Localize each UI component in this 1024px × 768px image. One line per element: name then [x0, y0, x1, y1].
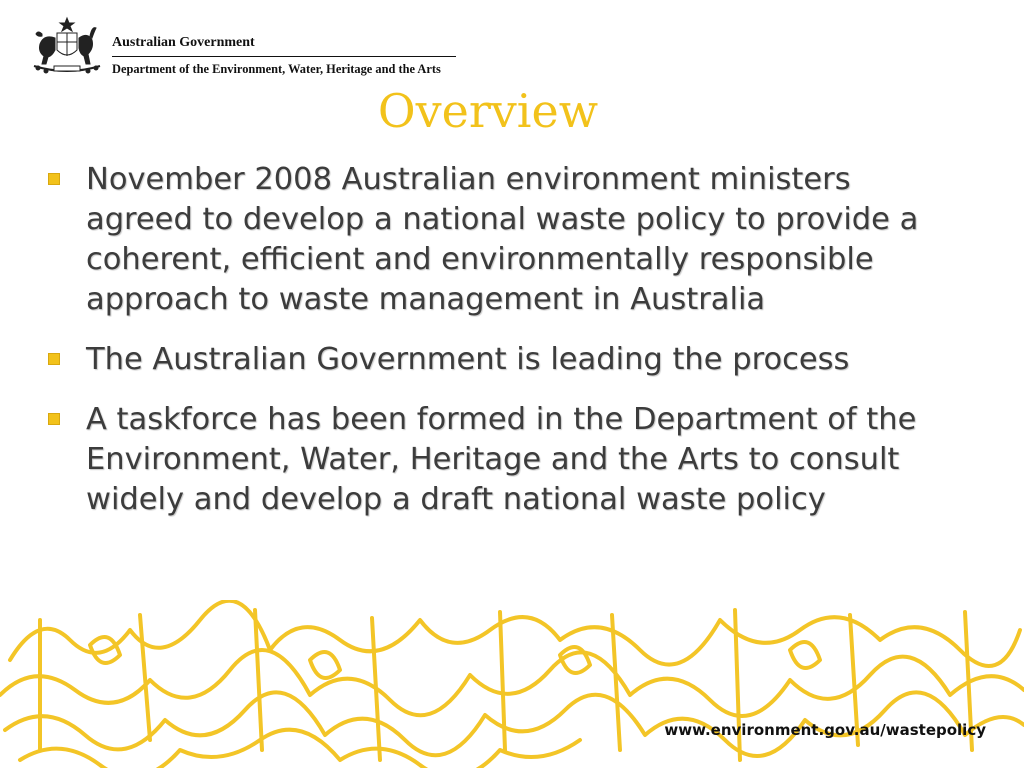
bullet-text: November 2008 Australian environment ministers agreed to develop a national waste policy to provide a coherent, efficient and environmentally responsible approach to waste management in Australia: [86, 162, 919, 317]
government-name: Australian Government: [112, 35, 255, 50]
coat-of-arms-icon: [28, 16, 106, 78]
bullet-item: [46, 400, 966, 520]
bullet-item: [46, 340, 966, 380]
bullet-list: [46, 160, 966, 532]
decorative-handwriting-background: [0, 600, 1024, 768]
government-header: [28, 16, 458, 82]
bullet-item: [46, 160, 966, 320]
bullet-square-icon: [48, 353, 60, 365]
header-divider: [112, 56, 456, 57]
bullet-square-icon: [48, 173, 60, 185]
slide-title: Overview: [377, 84, 599, 138]
footer-url: www.environment.gov.au/wastepolicy: [664, 721, 986, 739]
bullet-text: The Australian Government is leading the process: [86, 342, 850, 377]
bullet-text: A taskforce has been formed in the Department of the Environment, Water, Heritage and the Arts to consult widely and develop a draft national waste policy: [86, 402, 917, 517]
department-name: Department of the Environment, Water, Heritage and the Arts: [112, 62, 441, 76]
bullet-square-icon: [48, 413, 60, 425]
